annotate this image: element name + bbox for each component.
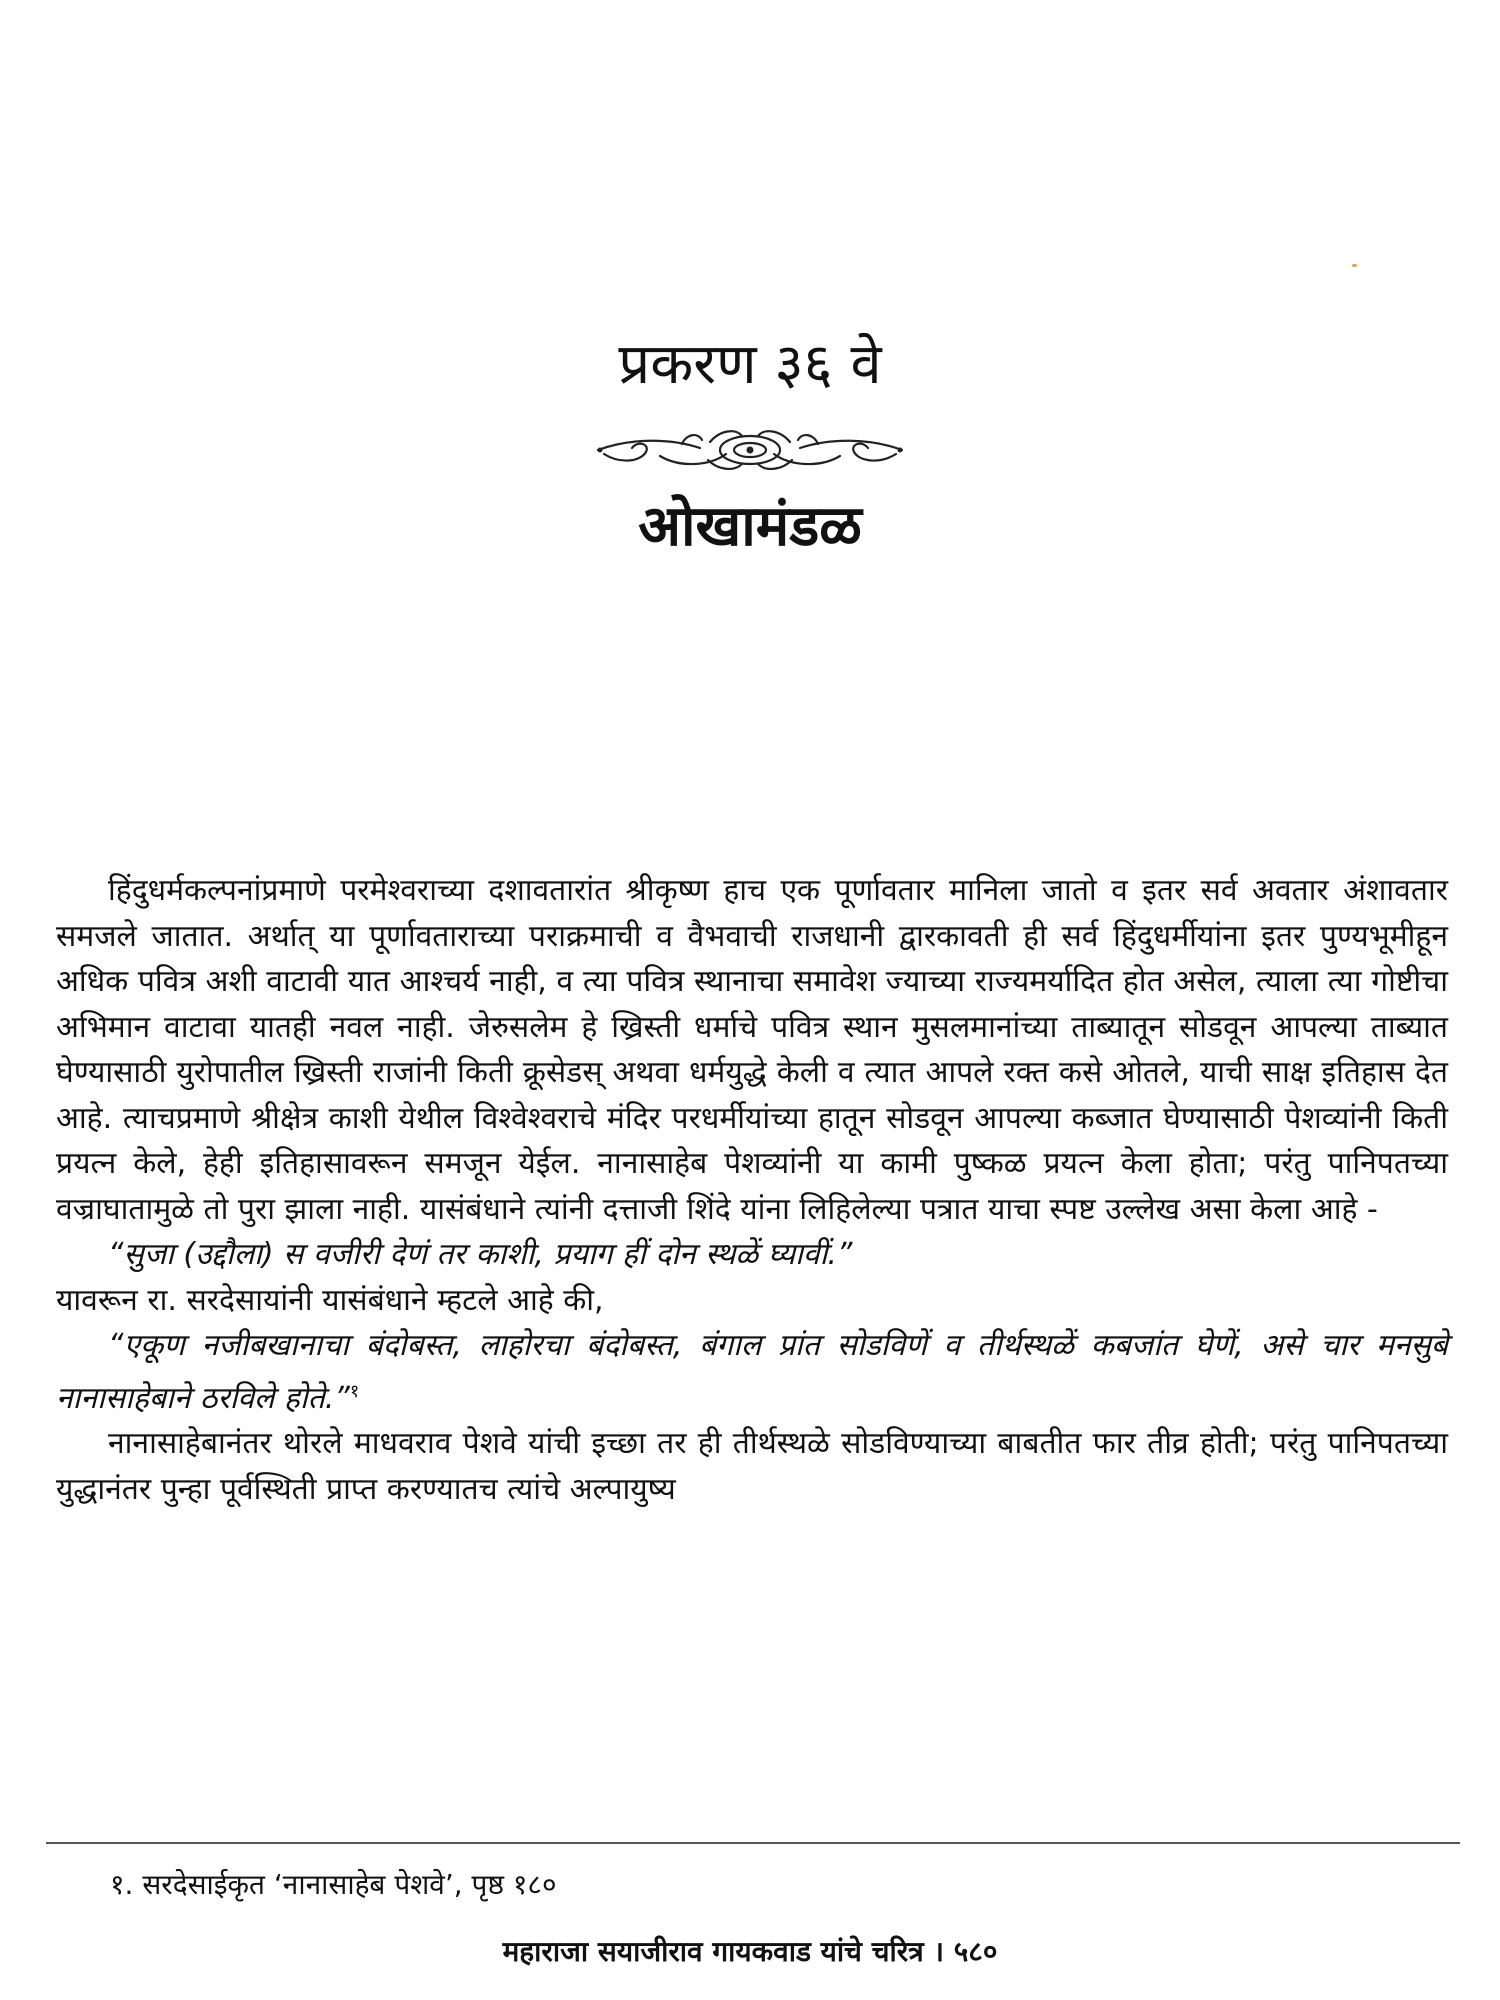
footnote-divider: [46, 1842, 1460, 1844]
print-speck: [1352, 264, 1357, 267]
footnote-reference: १: [349, 1380, 360, 1402]
paragraph-2: यावरून रा. सरदेसायांनी यासंबंधाने म्हटले आहे की,: [56, 1282, 604, 1318]
ornament-divider: [590, 420, 910, 476]
footnote: १. सरदेसाईकृत ‘नानासाहेब पेशवे’, पृष्ठ १८०: [110, 1868, 557, 1901]
body-text: [56, 868, 1448, 1512]
paragraph-3: नानासाहेबानंतर थोरले माधवराव पेशवे यांची इच्छा तर ही तीर्थस्थळे सोडविण्याच्या बाबतीत फार तीव्र होती; परंतु पानिपतच्या युद्धानंतर पुन्हा पूर्वस्थिती प्राप्त करण्यातच त्यांचे अल्पायुष्य: [56, 1426, 1448, 1507]
chapter-title: ओखामंडळ: [638, 494, 862, 559]
quote-1: “सुजा (उद्दौला) स वजीरी देणं तर काशी, प्रयाग हीं दोन स्थळें घ्यावीं.”: [108, 1237, 853, 1272]
quote-2: [56, 1323, 1448, 1421]
quote-2-text: “एकूण नजीबखानाचा बंदोबस्त, लाहोरचा बंदोबस्त, बंगाल प्रांत सोडविणें व तीर्थस्थळें कबजांत घेणें, असे चार मनसुबे नानासाहेबाने ठरविले होते.”: [56, 1328, 1448, 1416]
paragraph-1: हिंदुधर्मकल्पनांप्रमाणे परमेश्वराच्या दशावतारांत श्रीकृष्ण हाच एक पूर्णावतार मानिला जातो व इतर सर्व अवतार अंशावतार समजले जातात. अर्थात् या पूर्णावताराच्या पराक्रमाची व वैभवाची राजधानी द्वारकावती ही सर्व हिंदुधर्मीयांना इतर पुण्यभूमीहून अधिक पवित्र अशी वाटावी यात आश्चर्य नाही, व त्या पवित्र स्थानाचा समावेश ज्याच्या राज्यमर्यादित होत असेल, त्याला त्या गोष्टीचा अभिमान वाटावा यातही नवल नाही. जेरुसलेम हे ख्रिस्ती धर्माचे पवित्र स्थान मुसलमानांच्या ताब्यातून सोडवून आपल्या ताब्यात घेण्यासाठी युरोपातील ख्रिस्ती राजांनी किती क्रूसेडस् अथवा धर्मयुद्धे केली व त्यात आपले रक्त कसे ओतले, याची साक्ष इतिहास देत आहे. त्याचप्रमाणे श्रीक्षेत्र काशी येथील विश्वेश्वराचे मंदिर परधर्मीयांच्या हातून सोडवून आपल्या कब्जात घेण्यासाठी पेशव्यांनी किती प्रयत्न केले, हेही इतिहासावरून समजून येईल. नानासाहेब पेशव्यांनी या कामी पुष्कळ प्रयत्न केला होता; परंतु पानिपतच्या वज्राघातामुळे तो पुरा झाला नाही. यासंबंधाने त्यांनी दत्ताजी शिंदे यांना लिहिलेल्या पत्रात याचा स्पष्ट उल्लेख असा केला आहे -: [56, 873, 1448, 1227]
running-footer: महाराजा सयाजीराव गायकवाड यांचे चरित्र । ५८०: [502, 1935, 998, 1968]
chapter-number: प्रकरण ३६ वे: [618, 332, 882, 397]
